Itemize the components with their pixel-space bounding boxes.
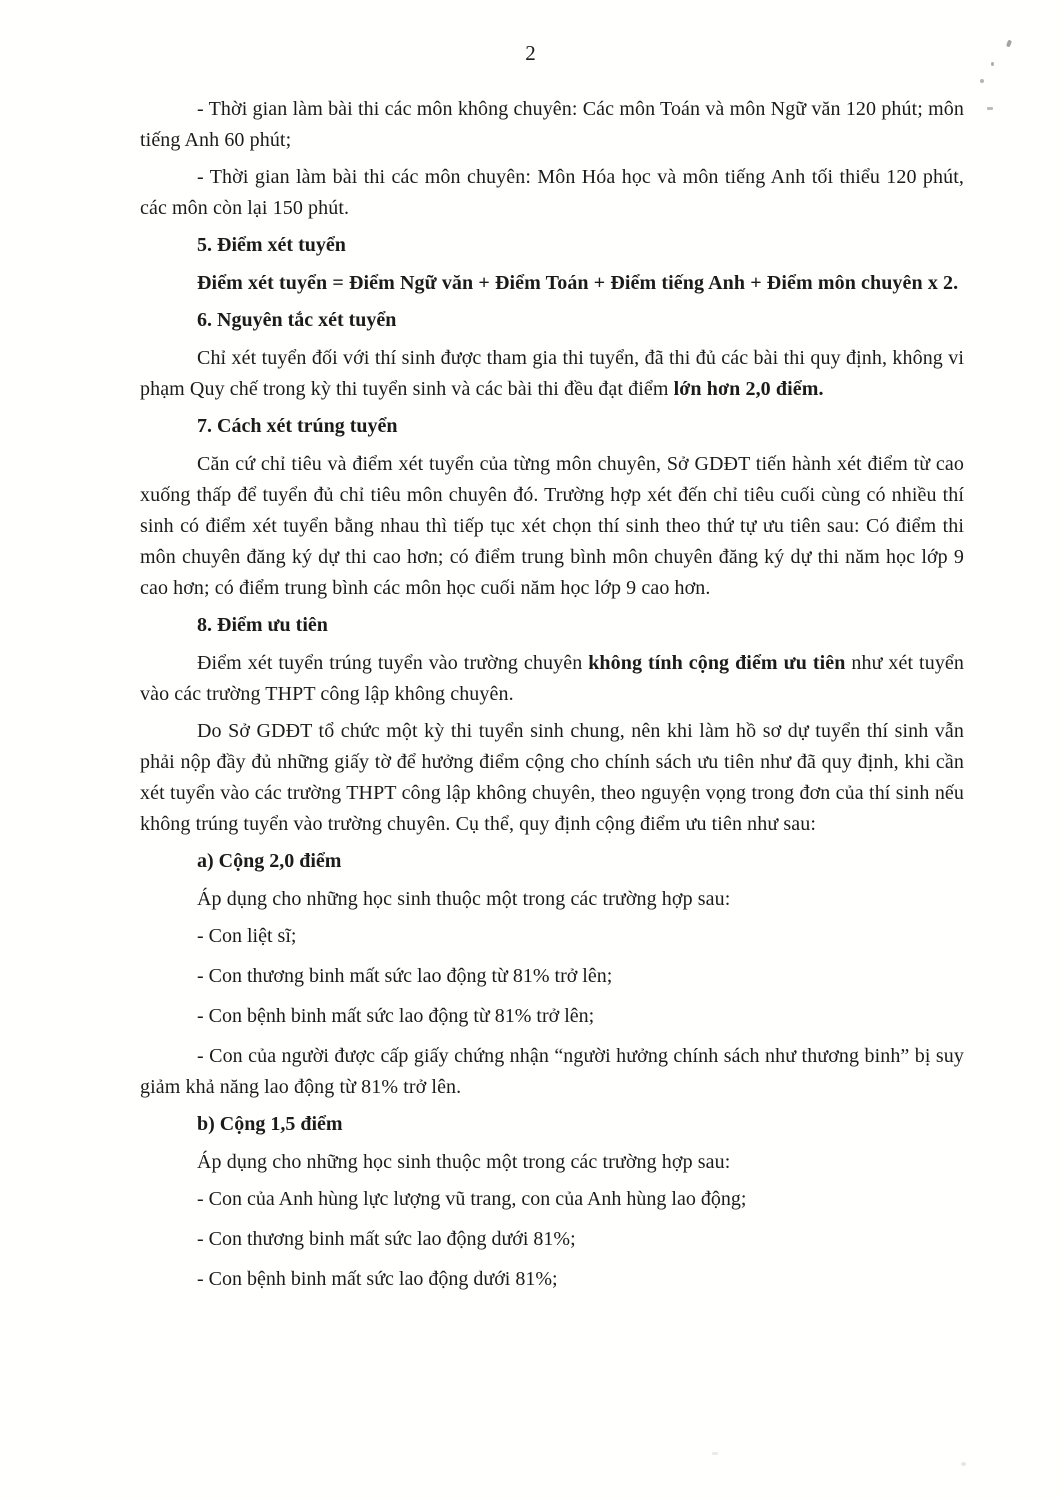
heading-bonus-1-5-points: b) Cộng 1,5 điểm [197,1113,343,1135]
paragraph-common-exam-documents: Do Sở GDĐT tổ chức một kỳ thi tuyển sinh chung, nên khi làm hồ sơ dự tuyển thí sinh vẫn phải nộp đầy đủ những giấy tờ để hưởng điểm cộng cho chính sách ưu tiên như đã quy định, khi cần xét tuyển vào các trường THPT công lập không chuyên, theo nguyện vọng trong đơn của thí sinh nếu không trúng tuyển vào trường chuyên. Cụ thể, quy định cộng điểm ưu tiên như sau: [140,720,964,835]
scan-speck [961,1462,966,1466]
text-segment-bold-no-priority-points: không tính cộng điểm ưu tiên [588,652,846,674]
text-segment: Chỉ xét tuyển đối với thí sinh được tham gia thi tuyển, đã thi đủ các bài thi quy định, không vi phạm Quy chế trong kỳ thi tuyển sinh và các bài thi đều đạt điểm [140,347,964,400]
paragraph-policy-beneficiary-over-81: - Con của người được cấp giấy chứng nhận “người hưởng chính sách như thương binh” bị suy giảm khả năng lao động từ 81% trở lên. [140,1045,964,1098]
list-item-martyr-child: - Con liệt sĩ; [197,925,297,947]
paragraph-admission-score-formula: Điểm xét tuyển = Điểm Ngữ văn + Điểm Toán + Điểm tiếng Anh + Điểm môn chuyên x 2. [197,272,959,294]
paragraph-exam-duration-nonspecialized: - Thời gian làm bài thi các môn không chuyên: Các môn Toán và môn Ngữ văn 120 phút; môn tiếng Anh 60 phút; [140,98,964,151]
scan-speck [712,1452,718,1455]
list-item-war-invalid-over-81: - Con thương binh mất sức lao động từ 81% trở lên; [197,965,613,987]
paragraph-selection-method: Căn cứ chỉ tiêu và điểm xét tuyển của từng môn chuyên, Sở GDĐT tiến hành xét điểm từ cao xuống thấp để tuyển đủ chỉ tiêu môn chuyên đó. Trường hợp xét đến chỉ tiêu cuối cùng có nhiều thí sinh có điểm xét tuyển bằng nhau thì tiếp tục xét chọn thí sinh theo thứ tự ưu tiên sau: Có điểm thi môn chuyên đăng ký dự thi cao hơn; có điểm trung bình môn chuyên đăng ký dự thi năm học lớp 9 cao hơn; có điểm trung bình các môn học cuối năm học lớp 9 cao hơn. [140,453,964,599]
paragraph-priority-points-rule [140,648,964,710]
list-item-sick-soldier-under-81: - Con bệnh binh mất sức lao động dưới 81%; [197,1268,558,1290]
list-item-war-invalid-under-81: - Con thương binh mất sức lao động dưới 81%; [197,1228,576,1250]
paragraph-exam-duration-specialized: - Thời gian làm bài thi các môn chuyên: Môn Hóa học và môn tiếng Anh tối thiểu 120 phút, các môn còn lại 150 phút. [140,166,964,219]
heading-section-5-admission-score: 5. Điểm xét tuyển [197,234,346,256]
heading-bonus-2-points: a) Cộng 2,0 điểm [197,850,342,872]
scan-speck [980,79,984,83]
heading-section-7-selection-method: 7. Cách xét trúng tuyển [197,415,398,437]
paragraph-bonus-2-applies-to: Áp dụng cho những học sinh thuộc một trong các trường hợp sau: [197,888,731,910]
text-segment-bold-minimum-score: lớn hơn 2,0 điểm. [673,378,824,400]
heading-section-8-priority-points: 8. Điểm ưu tiên [197,614,328,636]
text-segment: Điểm xét tuyển trúng tuyển vào trường chuyên [197,652,589,674]
paragraph-bonus-1-5-applies-to: Áp dụng cho những học sinh thuộc một trong các trường hợp sau: [197,1151,731,1173]
text-segment: như xét tuyển vào các trường THPT công lập không chuyên. [140,652,964,705]
heading-section-6-admission-principles: 6. Nguyên tắc xét tuyển [197,309,397,331]
document-content [140,94,964,1304]
scan-speck [991,62,994,66]
page-number: 2 [525,41,536,65]
list-item-sick-soldier-over-81: - Con bệnh binh mất sức lao động từ 81% trở lên; [197,1005,595,1027]
scan-speck [987,107,993,110]
paragraph-admission-principles [140,343,964,405]
list-item-hero-child: - Con của Anh hùng lực lượng vũ trang, con của Anh hùng lao động; [197,1188,747,1210]
